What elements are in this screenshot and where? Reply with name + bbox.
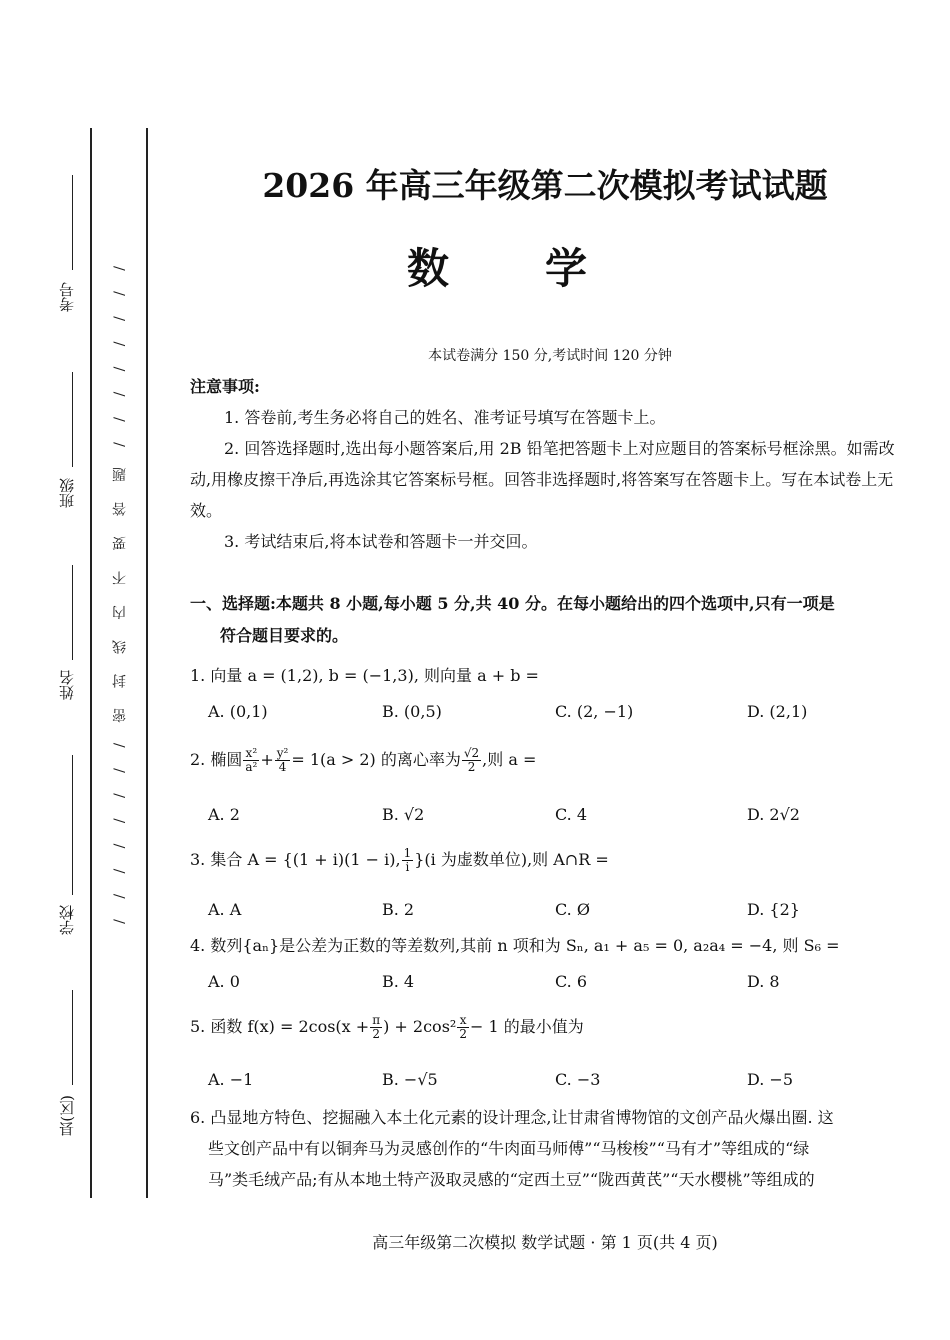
q2-option-a: A. 2 bbox=[208, 805, 240, 824]
side-label-exam-number: 考号 bbox=[58, 282, 76, 312]
q5-option-a: A. −1 bbox=[208, 1070, 254, 1089]
side-field-class bbox=[72, 372, 73, 467]
fraction: $\frac{x}{2}$ bbox=[459, 1013, 467, 1041]
q6-line: 6. 凸显地方特色、挖掘融入本土化元素的设计理念,让甘肃省博物馆的文创产品火爆出圈. 这 bbox=[190, 1108, 834, 1127]
q5-option-c: C. −3 bbox=[555, 1070, 601, 1089]
q1-option-d: D. (2,1) bbox=[747, 702, 808, 721]
q1-option-a: A. (0,1) bbox=[208, 702, 268, 721]
fraction: $\frac{\text{x²}}{\text{a²}}$ bbox=[245, 746, 258, 774]
notes-heading: 注意事项: bbox=[190, 377, 260, 396]
fraction: $\frac{√2}{2}$ bbox=[463, 746, 480, 774]
q1-option-b: B. (0,5) bbox=[382, 702, 442, 721]
seal-line-text: / / / / / / / / 密 封 线 内 不 要 答 题 / / / / / / / / bbox=[112, 258, 128, 924]
side-label-class: 班级 bbox=[58, 478, 76, 508]
side-field-school bbox=[72, 755, 73, 895]
section-heading-line2: 符合题目要求的。 bbox=[220, 626, 349, 645]
note-item: 3. 考试结束后,将本试卷和答题卡一并交回。 bbox=[224, 532, 538, 551]
notes-block bbox=[190, 371, 902, 557]
page-footer: 高三年级第二次模拟 数学试题 · 第 1 页(共 4 页) bbox=[372, 1233, 718, 1252]
question-6 bbox=[190, 1102, 902, 1195]
question-5: 5. 函数 f(x) = 2cos(x + $\frac{\pi}{2}$ ) + 2cos² $\frac{x}{2}$ − 1 的最小值为 bbox=[190, 1013, 584, 1041]
fraction: $\frac{\text{y²}}{4}$ bbox=[276, 746, 289, 774]
q2-option-c: C. 4 bbox=[555, 805, 588, 824]
side-label-name: 姓名 bbox=[58, 670, 76, 700]
side-label-school: 学校 bbox=[58, 905, 76, 935]
side-field-county bbox=[72, 990, 73, 1085]
fraction: $\frac{\pi}{2}$ bbox=[372, 1013, 381, 1041]
q4-option-c: C. 6 bbox=[555, 972, 588, 991]
q5-option-b: B. −√5 bbox=[382, 1070, 438, 1089]
side-field-name bbox=[72, 565, 73, 660]
q4-option-b: B. 4 bbox=[382, 972, 415, 991]
question-4: 4. 数列{aₙ}是公差为正数的等差数列,其前 n 项和为 Sₙ, a₁ + a₅ = 0, a₂a₄ = −4, 则 S₆ = bbox=[190, 936, 840, 955]
fraction: $\frac{1}{i}$ bbox=[403, 846, 412, 874]
q3-option-a: A. A bbox=[208, 900, 242, 919]
q2-option-b: B. √2 bbox=[382, 805, 425, 824]
exam-title: 2026 年高三年级第二次模拟考试试题 bbox=[262, 166, 828, 205]
q3-option-c: C. Ø bbox=[555, 900, 590, 919]
q6-line: 些文创产品中有以铜奔马为灵感创作的“牛肉面马师傅”“马梭梭”“马有才”等组成的“绿 bbox=[208, 1139, 810, 1158]
section-heading-line1: 一、选择题:本题共 8 小题,每小题 5 分,共 40 分。在每小题给出的四个选项中,只有一项是 bbox=[190, 594, 835, 613]
q2-option-d: D. 2√2 bbox=[747, 805, 800, 824]
subject-title: 数学 bbox=[406, 244, 683, 293]
q4-option-d: D. 8 bbox=[747, 972, 780, 991]
q6-line: 马”类毛绒产品;有从本地土特产汲取灵感的“定西土豆”“陇西黄芪”“天水樱桃”等组成的 bbox=[208, 1170, 815, 1189]
q4-option-a: A. 0 bbox=[208, 972, 240, 991]
exam-info: 本试卷满分 150 分,考试时间 120 分钟 bbox=[428, 348, 672, 364]
note-item: 2. 回答选择题时,选出每小题答案后,用 2B 铅笔把答题卡上对应题目的答案标号框涂黑。如需改动,用橡皮擦干净后,再选涂其它答案标号框。回答非选择题时,将答案写在答题卡上。写在本试卷上无效。 bbox=[190, 439, 895, 520]
q3-option-d: D. {2} bbox=[747, 900, 800, 919]
question-2: 2. 椭圆 $\frac{\text{x²}}{\text{a²}}$ + $\frac{\text{y²}}{4}$ = 1(a > 2) 的离心率为 $\frac{√2}{2}$ ,则 a = bbox=[190, 746, 537, 774]
question-1: 1. 向量 a = (1,2), b = (−1,3), 则向量 a + b = bbox=[190, 666, 539, 685]
q5-option-d: D. −5 bbox=[747, 1070, 794, 1089]
side-label-county: 县(区) bbox=[58, 1095, 76, 1137]
question-3: 3. 集合 A = {(1 + i)(1 − i), $\frac{1}{i}$ }(i 为虚数单位),则 A∩R = bbox=[190, 846, 609, 874]
note-item: 1. 答卷前,考生务必将自己的姓名、准考证号填写在答题卡上。 bbox=[224, 408, 666, 427]
q3-option-b: B. 2 bbox=[382, 900, 415, 919]
q1-option-c: C. (2, −1) bbox=[555, 702, 634, 721]
section-heading bbox=[190, 588, 902, 652]
